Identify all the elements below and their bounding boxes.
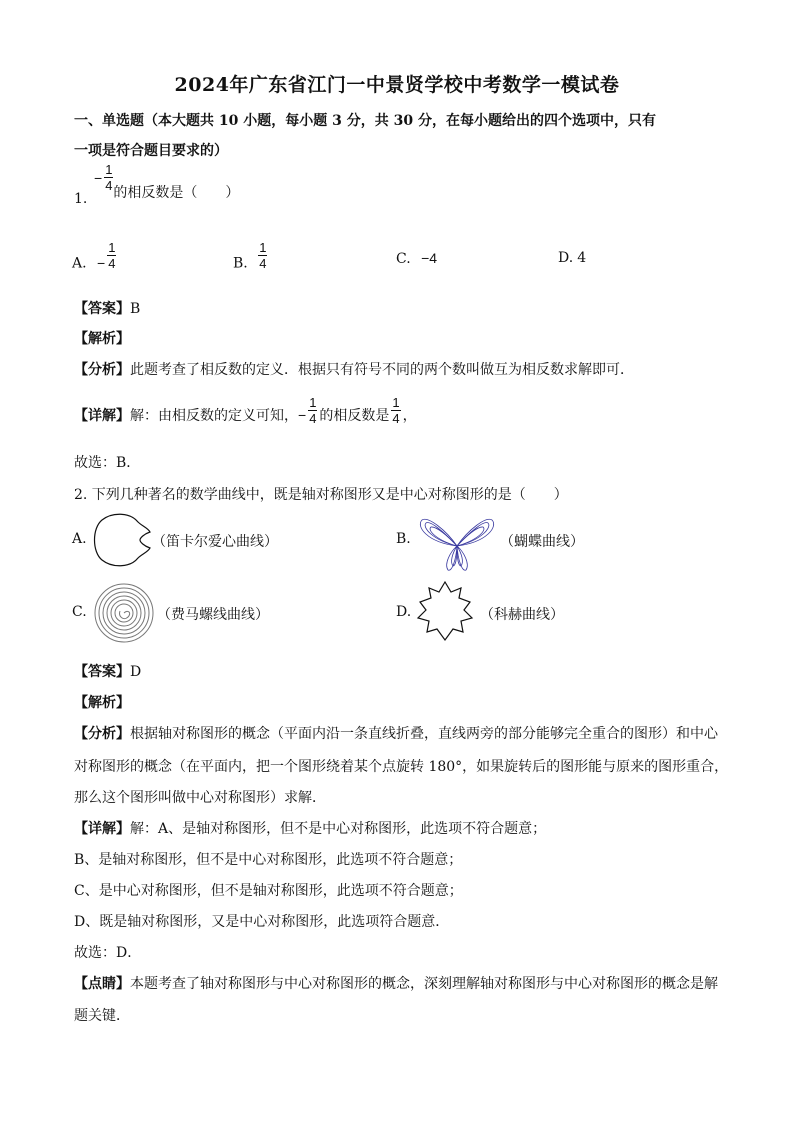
choose-line: 故选：B． [74,455,141,471]
page-title: 2024年广东省江门一中景贤学校中考数学一模试卷 [174,74,620,96]
cardioid-curve-icon [90,510,152,570]
minus-sign: − [94,169,103,186]
analysis-heading: 【解析】 [74,331,130,347]
option-d-label: D. [396,604,412,620]
option-b: B. $\frac{1}{4}$ [233,240,267,272]
fraction-one-quarter: $\frac{1}{4}$ [105,162,113,193]
analysis-text-2-line3: 那么这个图形叫做中心对称图形）求解． [74,790,326,806]
option-c-caption: （费马螺线曲线） [157,607,269,623]
section-heading-line2: 一项是符合题目要求的） [74,143,228,159]
answer-line: 【答案】B [74,301,141,317]
answer-line-2: 【答案】D [74,664,142,680]
option-b-label: B. [396,531,411,547]
analysis-text: 【分析】此题考查了相反数的定义．根据只有符号不同的两个数叫做互为相反数求解即可． [74,362,634,378]
dianjing-text-line2: 题关键． [74,1008,130,1024]
detail-text-2-line3: C、是中心对称图形，但不是轴对称图形，此选项不符合题意； [74,883,463,899]
fermat-spiral-icon [93,582,155,644]
option-c: C. −4 [396,250,438,267]
question-1-stem [74,162,241,207]
option-d: D. 4 [558,250,587,266]
detail-text-2-line1: 【详解】解：A、是轴对称图形，但不是中心对称图形，此选项不符合题意； [74,821,547,837]
koch-snowflake-icon [412,580,478,644]
detail-text-2-line4: D、既是轴对称图形，又是中心对称图形，此选项符合题意． [74,914,450,930]
option-c-label: C. [72,604,87,620]
detail-text: 【详解】解：由相反数的定义可知，− $\frac{1}{4}$ 的相反数是 $\frac{1}{4}$ ， [74,395,417,426]
dianjing-text-line1: 【点睛】本题考查了轴对称图形与中心对称图形的概念，深刻理解轴对称图形与中心对称图形的概念是解 [74,976,718,992]
analysis-heading-2: 【解析】 [74,695,130,711]
option-d-caption: （科赫曲线） [480,607,564,623]
option-b-caption: （蝴蝶曲线） [500,534,584,550]
analysis-text-2-line1: 【分析】根据轴对称图形的概念（平面内沿一条直线折叠，直线两旁的部分能够完全重合的图形）和中心 [74,726,718,742]
section-heading-line1: 一、单选题（本大题共 10 小题，每小题 3 分，共 30 分，在每小题给出的四个选项中，只有 [74,113,656,129]
butterfly-curve-icon [416,512,498,576]
option-a-label: A. [72,531,87,547]
question-1-text: 的相反数是（ ） [113,184,240,201]
question-2-stem: 2. 下列几种著名的数学曲线中，既是轴对称图形又是中心对称图形的是（ ） [74,487,568,503]
detail-text-2-line2: B、是轴对称图形，但不是中心对称图形，此选项不符合题意； [74,852,463,868]
option-a: A. − $\frac{1}{4}$ [72,240,116,272]
question-number: 1. [74,191,88,207]
choose-line-2: 故选：D． [74,945,142,961]
question-1-options [72,240,722,276]
analysis-text-2-line2: 对称图形的概念（在平面内，把一个图形绕着某个点旋转 180°，如果旋转后的图形能与原来的图形重合， [74,759,729,775]
option-a-caption: （笛卡尔爱心曲线） [152,534,278,550]
